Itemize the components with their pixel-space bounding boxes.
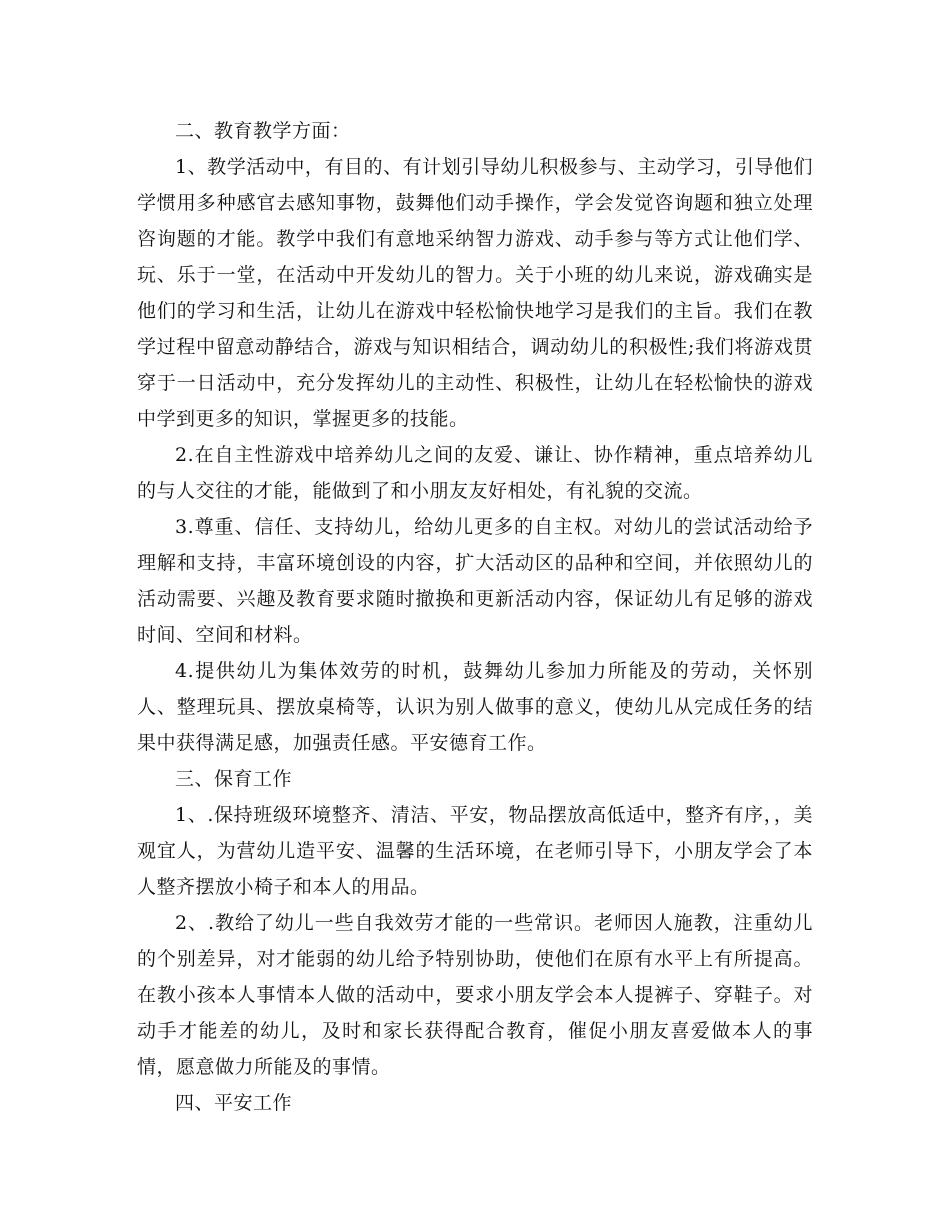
paragraph-teaching-1: 1、教学活动中，有目的、有计划引导幼儿积极参与、主动学习，引导他们学惯用多种感官去感知事物，鼓舞他们动手操作，学会发觉咨询题和独立处理咨询题的才能。教学中我们有意地采纳智力游戏、动手参与等方式让他们学、玩、乐于一堂，在活动中开发幼儿的智力。关于小班的幼儿来说，游戏确实是他们的学习和生活，让幼儿在游戏中轻松愉快地学习是我们的主旨。我们在教学过程中留意动静结合，游戏与知识相结合，调动幼儿的积极性;我们将游戏贯穿于一日活动中，充分发挥幼儿的主动性、积极性，让幼儿在轻松愉快的游戏中学到更多的知识，掌握更多的技能。 <box>137 156 813 430</box>
paragraph-teaching-3: 3.尊重、信任、支持幼儿，给幼儿更多的自主权。对幼儿的尝试活动给予理解和支持，丰富环境创设的内容，扩大活动区的品种和空间，并依照幼儿的活动需要、兴趣及教育要求随时撤换和更新活动内容，保证幼儿有足够的游戏时间、空间和材料。 <box>137 516 813 646</box>
section-heading-care: 三、保育工作 <box>175 768 293 790</box>
paragraph-teaching-2: 2.在自主性游戏中培养幼儿之间的友爱、谦让、协作精神，重点培养幼儿的与人交往的才能，能做到了和小朋友友好相处，有礼貌的交流。 <box>137 444 813 502</box>
paragraph-care-1: 1、.保持班级环境整齐、清洁、平安，物品摆放高低适中，整齐有序，，美观宜人，为营幼儿造平安、温馨的生活环境，在老师引导下，小朋友学会了本人整齐摆放小椅子和本人的用品。 <box>137 804 813 898</box>
section-heading-safety: 四、平安工作 <box>175 1092 293 1114</box>
section-heading-teaching: 二、教育教学方面： <box>175 120 351 142</box>
paragraph-teaching-4: 4.提供幼儿为集体效劳的时机，鼓舞幼儿参加力所能及的劳动，关怀别人、整理玩具、摆放桌椅等，认识为别人做事的意义，使幼儿从完成任务的结果中获得满足感，加强责任感。平安德育工作。 <box>137 660 813 754</box>
paragraph-care-2: 2、.教给了幼儿一些自我效劳才能的一些常识。老师因人施教，注重幼儿的个别差异，对才能弱的幼儿给予特别协助，使他们在原有水平上有所提高。在教小孩本人事情本人做的活动中，要求小朋友学会本人提裤子、穿鞋子。对动手才能差的幼儿，及时和家长获得配合教育，催促小朋友喜爱做本人的事情，愿意做力所能及的事情。 <box>137 912 813 1078</box>
